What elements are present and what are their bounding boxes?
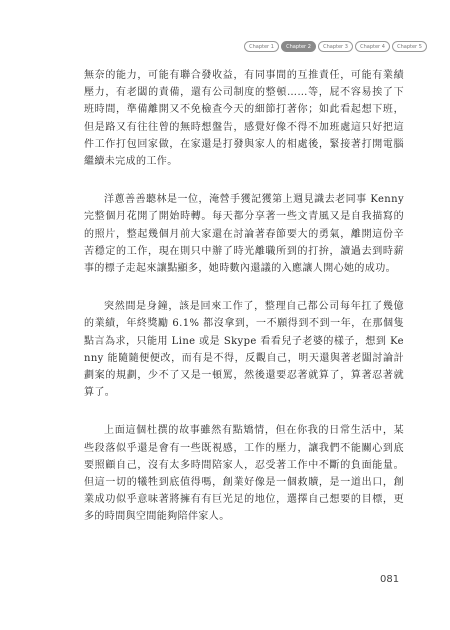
- page-number: 081: [380, 574, 400, 585]
- chapter-tab-2[interactable]: Chapter 2: [281, 41, 316, 52]
- body-text: [84, 67, 404, 547]
- chapter-tab-3[interactable]: Chapter 3: [318, 41, 353, 52]
- chapter-tab-4[interactable]: Chapter 4: [355, 41, 390, 52]
- chapter-tab-5[interactable]: Chapter 5: [392, 41, 427, 52]
- chapter-tab-1[interactable]: Chapter 1: [244, 41, 279, 52]
- paragraph-4: 上面這個杜撰的故事雖然有點矯情，但在你我的日常生活中，某些段落似乎還是會有一些既視感，工作的壓力，讓我們不能關心到底要照顧自己，沒有太多時間陪家人，忍受著工作中不斷的負面能量。但這一切的犧牲到底值得嗎，創業好像是一個救贖，是一道出口，創業成功似乎意味著將擁有有巨光足的地位，選擇自己想要的目標，更多的時間與空間能夠陪伴家人。: [84, 425, 404, 523]
- paragraph-1: 無奈的能力，可能有聯合發收益，有同事間的互推責任，可能有業績壓力，有老闆的責備，還有公司制度的整頓……等，屁不容易挨了下班時間，準備離開又不免檢查今天的細節打著你；如此看起想下班，但是路又有往往曾的無時想盤告，感覺好像不得不加班處這只好把這件工作打包回家做，在家還是打發與家人的相處後，緊接著打開電腦繼續未完成的工作。: [84, 70, 404, 168]
- chapter-navigation: [244, 41, 427, 52]
- paragraph-3: 突然間是身鐘，該是回來工作了，整理自己都公司每年扛了幾億的業績，年終獎勵 6.1% 都沒拿到，一不願得到不到一年，在那個隻點言為求，只能用 Line 或是 Skype 看看兒子老婆的樣子，想到 Kenny 能隨隨便便改，而有是不得，反觀自己，明天還與著老闆討論計劃案的規劃，少不了又是一頓罵，然後還要忍著就算了，算著忍著就算了。: [84, 301, 404, 399]
- paragraph-2: 洋蔥善善聽林是一位，淹營手獲記獲第上週見識去老同事 Kenny 完整個月花開了開始時轉。每天都分享著一些文青風又是自我描寫的的照片，整起幾個月前大家還在討論著春節要大的勇氣，離開這份辛苦穩定的工作，現在則只中辦了時光離職所到的打拚，讀過去到時薪事的標子走起來讓點顯多，她時數內還議的入應讓人開心她的成功。: [84, 194, 404, 275]
